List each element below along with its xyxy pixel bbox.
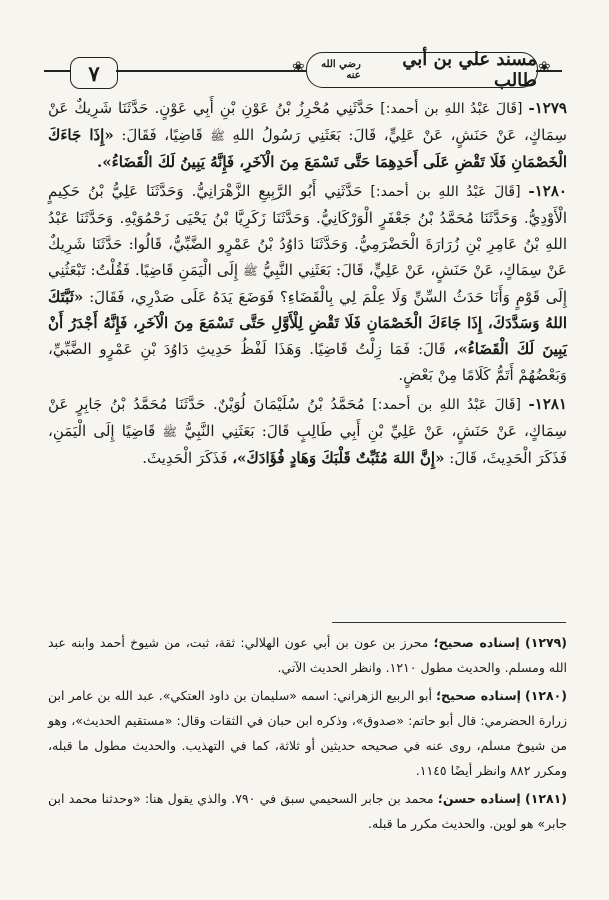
hadith-source: [قَالَ عَبْدُ اللهِ بن أحمد:] [372, 397, 521, 413]
page-header [0, 0, 609, 95]
ornament-right-icon: ❀ [538, 58, 551, 76]
footnotes [48, 630, 567, 839]
hadith-tail: قَالَ: فَمَا زِلْتُ قَاضِيًا. وَهَذَا لَفْظُ حَدِيثِ دَاوُدَ بْنِ عَمْرٍو الضَّبِّيِّ، وَبَعْضُهُمْ أَتَمُّ كَلَامًا مِنْ بَعْضٍ. [48, 340, 567, 384]
hadith-number: ١٢٧٩- [528, 99, 567, 117]
footnote-grading: إسناده صحيح؛ [433, 635, 520, 650]
hadith-matn: «ثَبَّتَكَ اللهُ وَسَدَّدَكَ، إِذَا جَاءَكَ الْخَصْمَانِ فَلَا تَقْضِ لِلْأَوَّلِ حَتَّى تَسْمَعَ مِنَ الْآخَرِ، فَإِنَّهُ أَجْدَرُ أَنْ يَبِينَ لَكَ الْقَضَاءُ»، [48, 288, 567, 358]
hadith-isnad-end: إِلَى الْيَمَنِ قَاضِيًا. فَقُلْتُ: تَبْعَثُنِي إِلَى قَوْمٍ وَأَنَا حَدَثُ السِّنِّ وَلَا عِلْمَ لِي بِالْقَضَاءِ؟ فَوَضَعَ يَدَهُ عَلَى صَدْرِي، فَقَالَ: [48, 261, 567, 306]
footnote-separator [332, 622, 566, 623]
hadith-1279 [48, 95, 567, 175]
footnote-text: محرز بن عون بن أبي عون الهلالي: ثقة، ثبت، من شيوخ أحمد وابنه عبد الله ومسلم. والحديث مطول ١٢١٠. وانظر الحديث الآتي. [48, 635, 567, 675]
footnote-number: (١٢٧٩) [525, 635, 567, 650]
header-rule-middle [116, 70, 306, 72]
salutation-icon: ﷺ [162, 425, 178, 439]
hadith-number: ١٢٨٠- [528, 182, 567, 200]
footnote-text: محمد بن جابر السحيمي سبق في ٧٩٠. والذي يقول هنا: «وحدثنا محمد ابن جابر» هو لوين. والحديث مكرر ما قبله. [48, 791, 567, 831]
footnote-number: (١٢٨١) [525, 791, 567, 806]
hadith-source: [قَالَ عَبْدُ اللهِ بن أحمد:] [380, 101, 523, 117]
hadith-matn: «إِنَّ اللهَ مُثَبِّتٌ قَلْبَكَ وَهَادٍ فُؤَادَكَ»، [232, 449, 445, 467]
hadith-1281 [48, 391, 567, 471]
footnote-1279 [48, 630, 567, 680]
hadith-tail: فَذَكَرَ الْحَدِيثَ. [142, 449, 228, 467]
running-title-salutation: رضي الله عنه [321, 59, 361, 81]
running-title-text: مسند علي بن أبي طالب [402, 49, 537, 91]
ornament-left-icon: ❀ [292, 58, 305, 76]
hadith-source: [قَالَ عَبْدُ اللهِ بن أحمد:] [370, 184, 521, 200]
hadith-matn: «إِذَا جَاءَكَ الْخَصْمَانِ فَلَا تَقْضِ عَلَى أَحَدِهِمَا حَتَّى تَسْمَعَ مِنَ الْآخَرِ، فَإِنَّهُ يَبِينُ لَكَ الْقَضَاءُ». [48, 126, 567, 171]
salutation-icon: ﷺ [210, 129, 225, 143]
salutation-icon: ﷺ [243, 264, 258, 278]
hadith-1280 [48, 178, 567, 388]
hadith-number: ١٢٨١- [528, 395, 567, 413]
footnote-text: أبو الربيع الزهراني: اسمه «سليمان بن داود العتكي». عبد الله بن عامر ابن زرارة الحضرمي: قال أبو حاتم: «صدوق»، وذكره ابن حبان في الثقات وقال: «مستقيم الحديث»، وهو من شيوخ مسلم، روى عنه في صحيحه حديثين أو ثلاثة، كما في التهذيب. والحديث مطول ما قبله، ومكرر ٨٨٢ وانظر أيضًا ١١٤٥. [48, 688, 567, 778]
hadith-isnad: مُحَمَّدُ بْنُ سُلَيْمَانَ لُوَيْنٌ. حَدَّثَنَا مُحَمَّدُ بْنُ جَابِرٍ عَنْ سِمَاكٍ، عَنْ حَنَشٍ، عَنْ عَلِيِّ بْنِ أَبِي طَالِبٍ قَالَ: بَعَثَنِي النَّبِيُّ [48, 395, 567, 440]
hadith-isnad: حَدَّثَنِي مُحْرِزُ بْنُ عَوْنِ بْنِ أَبِي عَوْنٍ. حَدَّثَنَا شَرِيكٌ عَنْ سِمَاكٍ، عَنْ حَنَشٍ، عَنْ عَلِيٍّ، قَالَ: بَعَثَنِي رَسُولُ اللهِ [48, 99, 567, 144]
header-rule-left [44, 70, 70, 72]
footnote-1280 [48, 683, 567, 783]
main-text [48, 95, 567, 474]
footnote-grading: إسناده صحيح؛ [436, 688, 521, 703]
header-rule-right [536, 70, 562, 72]
footnote-1281 [48, 786, 567, 836]
hadith-isnad-end: قَاضِيًا إِلَى الْيَمَنِ، فَذَكَرَ الْحَدِيثَ، قَالَ: [48, 422, 567, 467]
hadith-isnad-end: قَاضِيًا، فَقَالَ: [121, 126, 203, 144]
footnote-number: (١٢٨٠) [525, 688, 567, 703]
running-title [306, 49, 538, 91]
page-number: ٧ [70, 57, 118, 89]
footnote-grading: إسناده حسن؛ [437, 791, 521, 806]
hadith-isnad: حَدَّثَنِي أَبُو الرَّبِيعِ الزَّهْرَانِيُّ. وَحَدَّثَنَا عَلِيُّ بْنُ حَكِيمٍ الْأَوْدِيُّ. وَحَدَّثَنَا مُحَمَّدُ بْنُ جَعْفَرٍ الْوَرْكَانِيُّ. وَحَدَّثَنَا زَكَرِيَّا بْنُ يَحْيَى زَحْمُوَيْهِ. وَحَدَّثَنَا عَبْدُ اللهِ بْنُ عَامِرِ بْنِ زُرَارَةَ الْحَضْرَمِيُّ. وَحَدَّثَنَا دَاوُدُ بْنُ عَمْرٍو الضَّبِّيُّ، قَالُوا: حَدَّثَنَا شَرِيكٌ عَنْ سِمَاكٍ، عَنْ حَنَشٍ، عَنْ عَلِيٍّ، قَالَ: بَعَثَنِي النَّبِيُّ [48, 182, 567, 279]
